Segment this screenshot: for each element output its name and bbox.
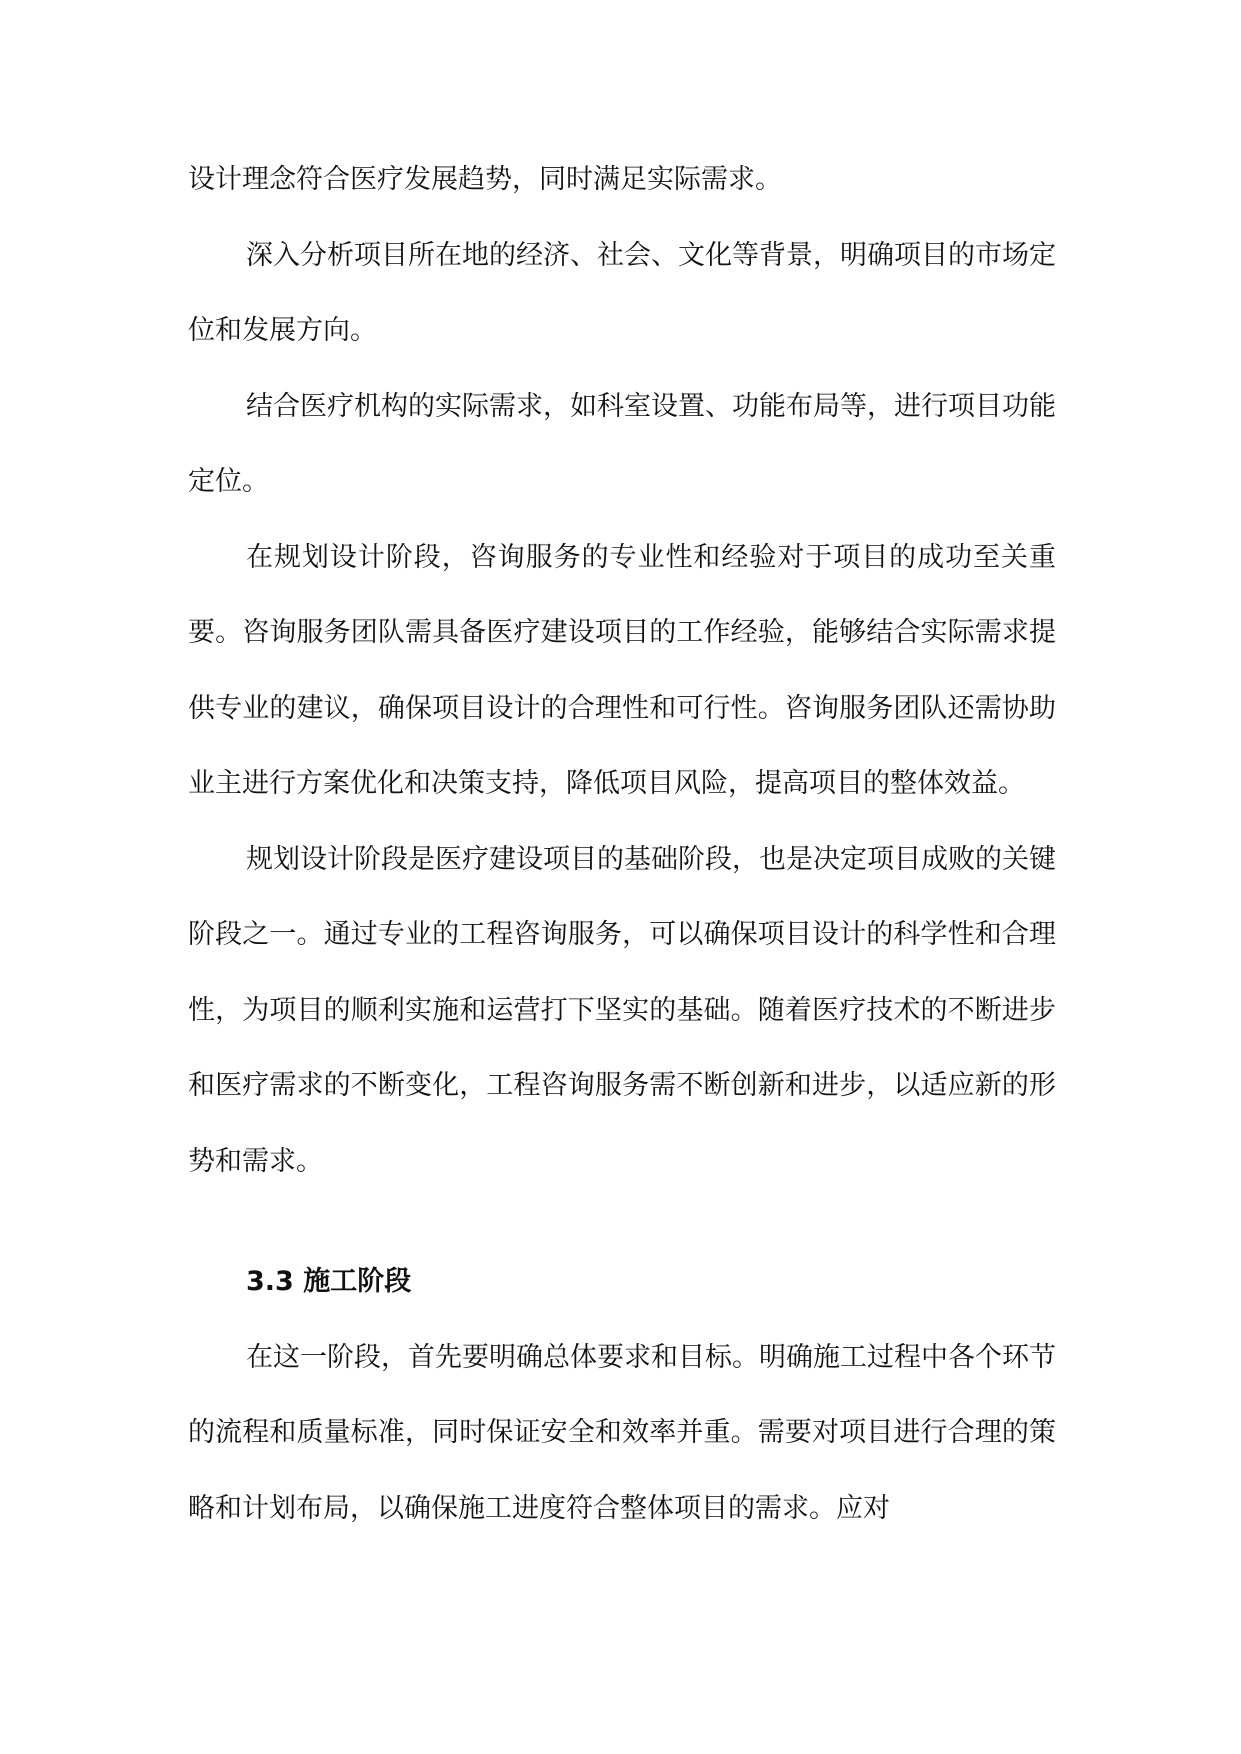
section-spacer	[188, 1199, 1056, 1244]
paragraph-4: 在规划设计阶段，咨询服务的专业性和经验对于项目的成功至关重要。咨询服务团队需具备医疗建设项目的工作经验，能够结合实际需求提供专业的建议，确保项目设计的合理性和可行性。咨询服务团队还需协助业主进行方案优化和决策支持，降低项目风险，提高项目的整体效益。	[188, 541, 1056, 799]
paragraph-3: 结合医疗机构的实际需求，如科室设置、功能布局等，进行项目功能定位。	[188, 390, 1056, 497]
paragraph-1: 设计理念符合医疗发展趋势，同时满足实际需求。	[188, 164, 782, 195]
paragraph-6: 在这一阶段，首先要明确总体要求和目标。明确施工过程中各个环节的流程和质量标准，同时保证安全和效率并重。需要对项目进行合理的策略和计划布局，以确保施工进度符合整体项目的需求。应对	[188, 1341, 1056, 1524]
paragraph-2: 深入分析项目所在地的经济、社会、文化等背景，明确项目的市场定位和发展方向。	[188, 239, 1056, 346]
page-content	[188, 142, 1056, 1546]
section-heading: 3.3 施工阶段	[246, 1266, 412, 1297]
paragraph-5: 规划设计阶段是医疗建设项目的基础阶段，也是决定项目成败的关键阶段之一。通过专业的工程咨询服务，可以确保项目设计的科学性和合理性，为项目的顺利实施和运营打下坚实的基础。随着医疗技术的不断进步和医疗需求的不断变化，工程咨询服务需不断创新和进步，以适应新的形势和需求。	[188, 843, 1056, 1177]
